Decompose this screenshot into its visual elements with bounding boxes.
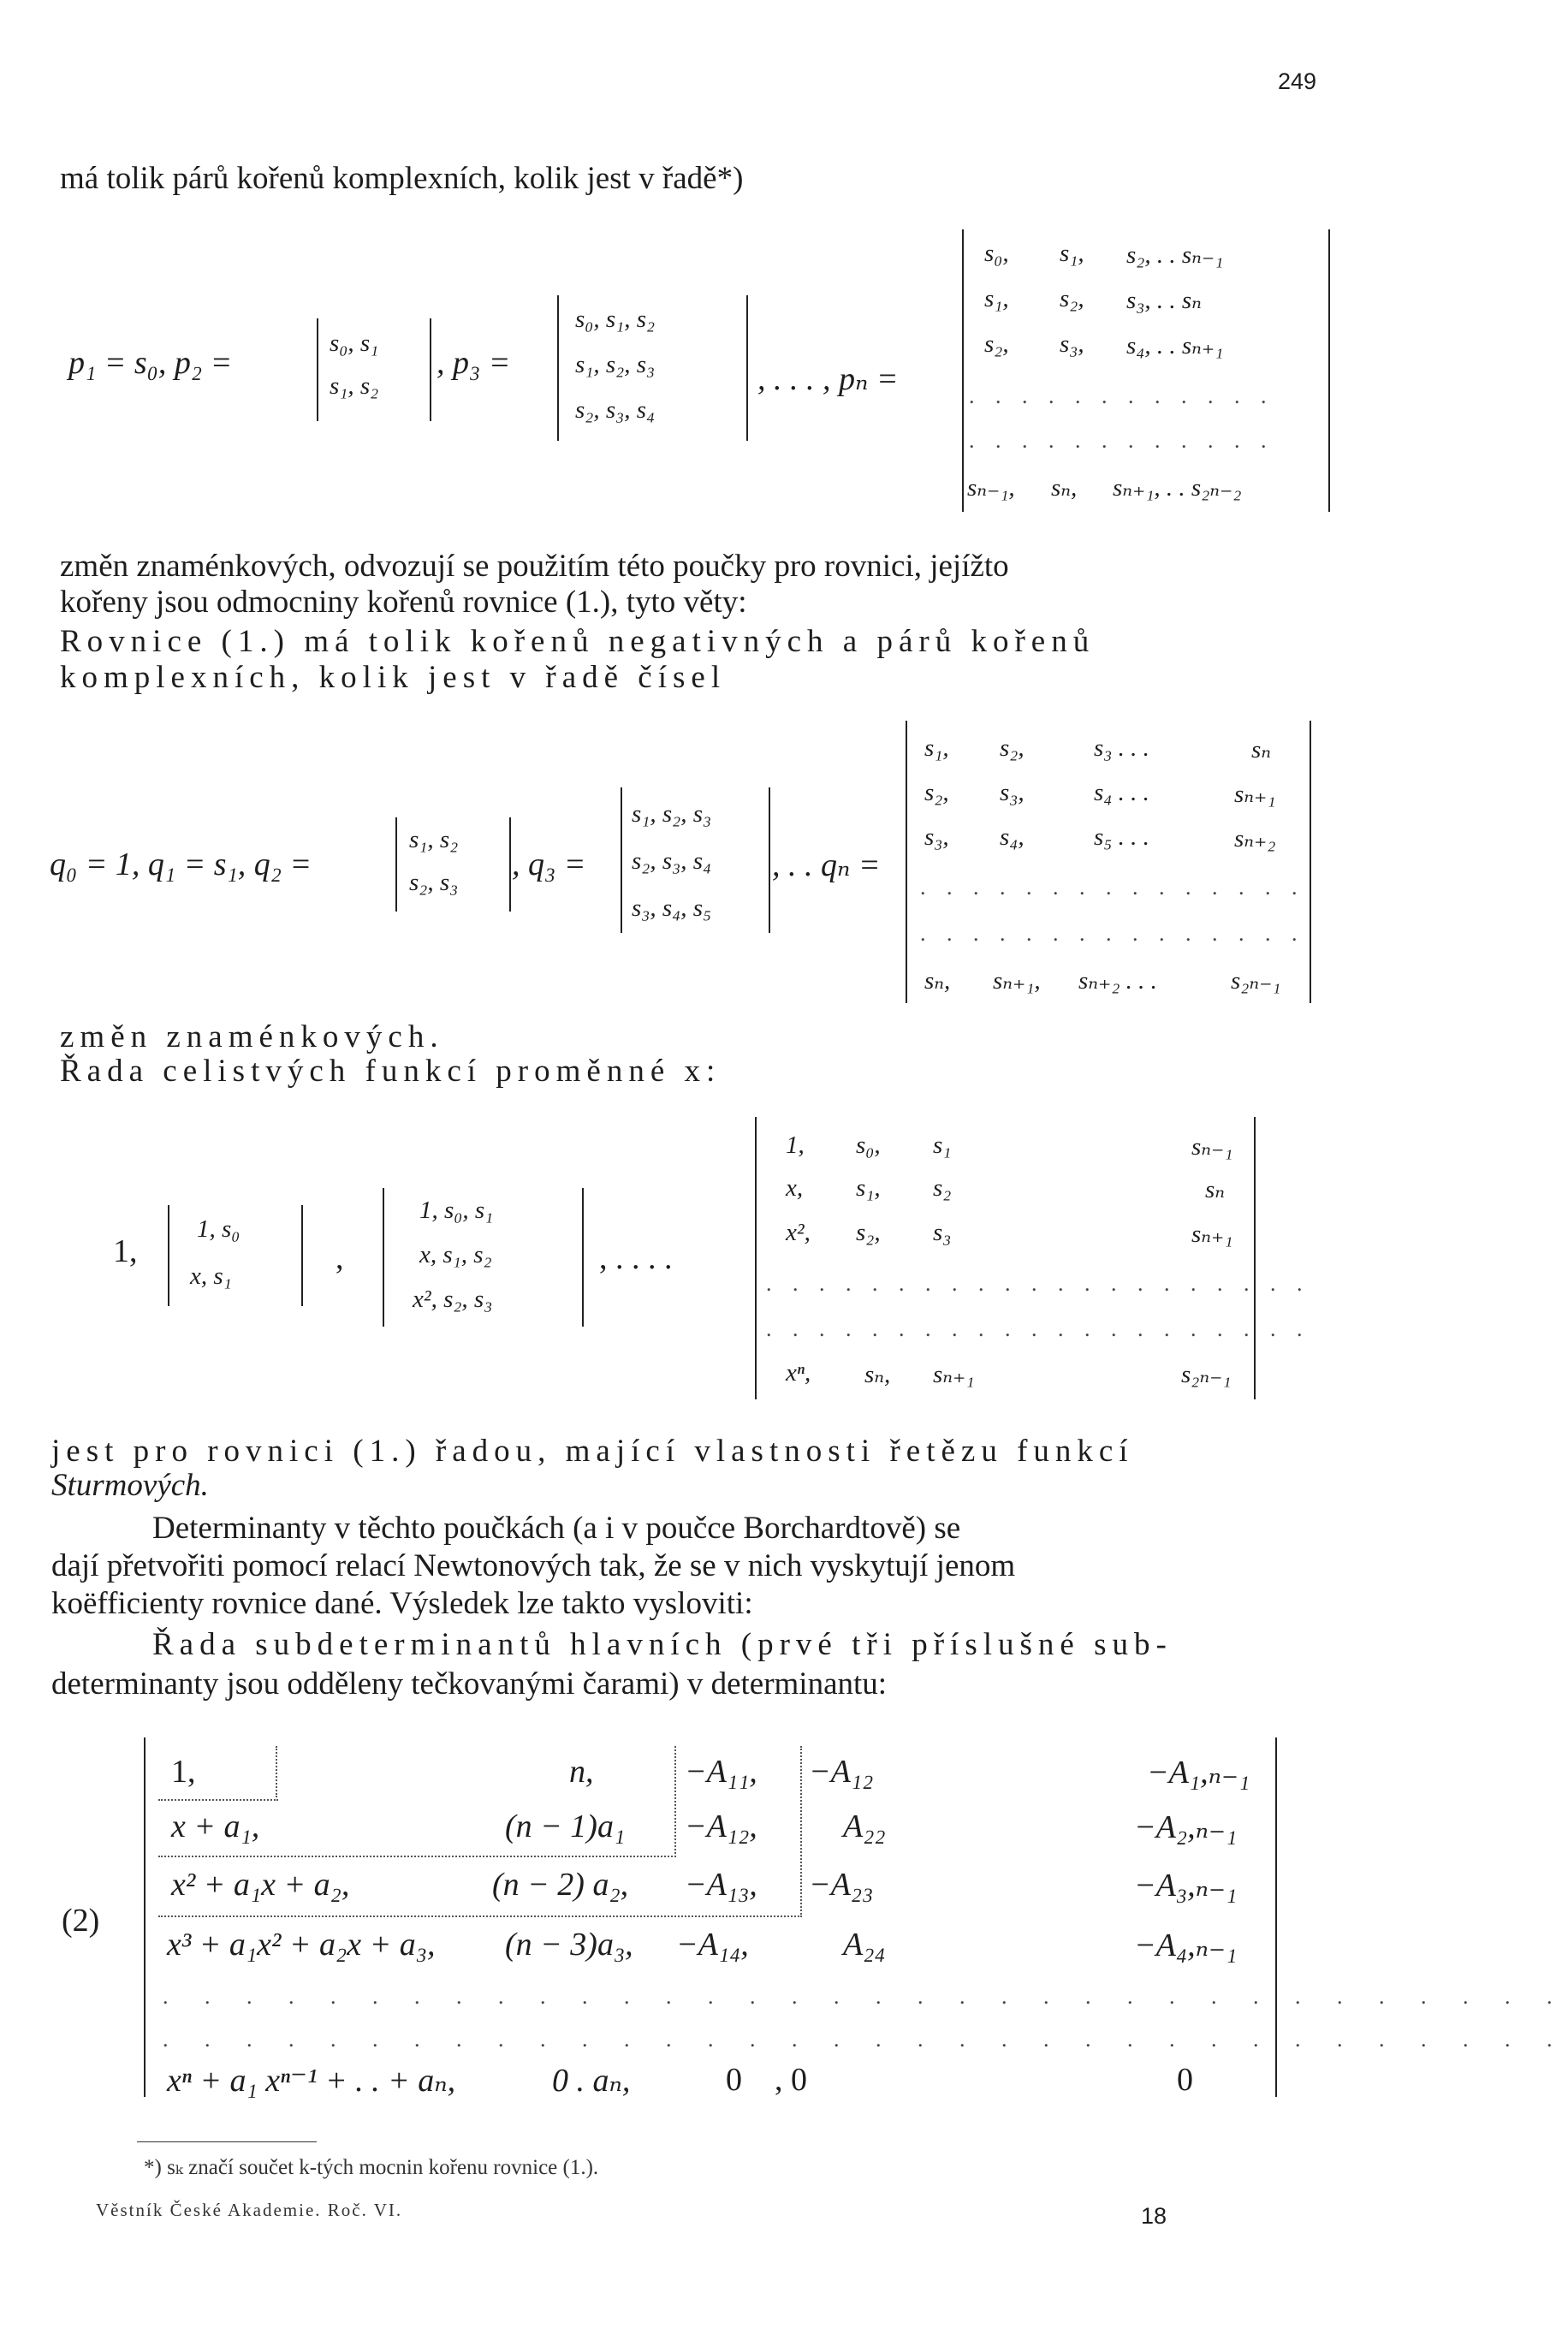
- paragraph-line: dají přetvořiti pomocí relací Newtonových tak, že se v nich vyskytují jenom: [51, 1548, 1016, 1583]
- matrix-cell: 1, s₀: [197, 1215, 241, 1243]
- matrix-cell: sₙ,: [1051, 474, 1078, 502]
- f-first: 1,: [113, 1233, 138, 1269]
- q-label: q₀ = 1, q₁ = s₁, q₂ =: [50, 846, 312, 882]
- matrix-cell: s₁,: [984, 285, 1009, 312]
- det-bar: [430, 318, 431, 421]
- matrix-cell: s₂,: [1060, 285, 1084, 312]
- page-number: 249: [1278, 68, 1317, 94]
- matrix-cell: s₂,: [924, 779, 949, 806]
- det-bar: [755, 1117, 757, 1399]
- matrix-dots: . . . . . . . . . . . . . . . . . . . . . . . . . . . . . . . . . .: [163, 1984, 1568, 2009]
- matrix-cell: s₀,: [856, 1131, 881, 1159]
- matrix-cell: sₙ₊₁,: [993, 967, 1041, 995]
- matrix-cell: s₄ . . .: [1094, 779, 1149, 806]
- det-bar: [582, 1188, 584, 1327]
- matrix-dots: . . . . . . . . . . . . . . .: [920, 875, 1305, 900]
- det-bar: [395, 817, 397, 912]
- subdet-separator: [800, 1746, 802, 1917]
- matrix-cell: −A₁₁,: [685, 1754, 757, 1790]
- matrix-cell: s₄, . . sₙ₊₁: [1126, 332, 1224, 359]
- det-bar: [746, 295, 748, 441]
- matrix-cell: , 0: [775, 2062, 807, 2098]
- paragraph-line: Determinanty v těchto poučkách (a i v poučce Borchardtově) se: [152, 1511, 961, 1546]
- matrix-dots: . . . . . . . . . . . . . . . . . . . . .: [766, 1316, 1310, 1341]
- matrix-cell: x²,: [786, 1219, 811, 1246]
- theorem-line: Rovnice (1.) má tolik kořenů negativných a párů kořenů: [60, 624, 1096, 659]
- matrix-cell: s₂, s₃: [409, 869, 459, 896]
- matrix-cell: x² + a₁x + a₂,: [171, 1867, 350, 1903]
- subdet-separator: [276, 1746, 277, 1797]
- matrix-cell: s₄,: [1000, 823, 1025, 851]
- matrix-cell: sₙ₋₁: [1191, 1133, 1233, 1161]
- subdet-separator: [158, 1856, 676, 1857]
- p1-p2-label: p₁ = s₀, p₂ =: [68, 345, 233, 381]
- matrix-cell: s₁, s₂: [330, 372, 379, 400]
- matrix-cell: sₙ,: [924, 967, 951, 995]
- matrix-cell: (n − 2) a₂,: [492, 1867, 629, 1903]
- matrix-cell: −A₁₄,: [676, 1927, 749, 1963]
- matrix-cell: −A₁,ₙ₋₁: [1147, 1755, 1250, 1791]
- det-bar: [317, 318, 318, 421]
- matrix-cell: s₁, s₂: [409, 826, 459, 853]
- matrix-cell: s₃,: [1000, 779, 1025, 806]
- matrix-cell: (n − 3)a₃,: [505, 1927, 633, 1963]
- f-sep: ,: [336, 1240, 344, 1276]
- f-sep: , . . . .: [599, 1240, 673, 1276]
- matrix-cell: (n − 1)a₁: [505, 1808, 626, 1844]
- footnote-rule: [137, 2141, 317, 2142]
- qn-label: , . . qₙ =: [772, 847, 881, 883]
- matrix-cell: s₂,: [856, 1219, 881, 1246]
- paragraph-line: změn znaménkových, odvozují se použitím této poučky pro rovnici, jejížto: [60, 549, 1009, 584]
- paragraph-line: kořeny jsou odmocniny kořenů rovnice (1.), tyto věty:: [60, 585, 747, 620]
- matrix-cell: s₁,: [1060, 240, 1084, 267]
- matrix-dots: . . . . . . . . . . . .: [969, 428, 1274, 453]
- matrix-cell: s₁, s₂, s₃: [632, 800, 712, 828]
- matrix-cell: s₂, . . sₙ₋₁: [1126, 241, 1224, 269]
- matrix-cell: s₃ . . .: [1094, 734, 1149, 762]
- det-bar: [621, 787, 622, 933]
- subdet-separator: [158, 1799, 278, 1801]
- matrix-cell: A₂₂: [843, 1808, 886, 1844]
- equation-label: (2): [62, 1903, 100, 1939]
- det-bar: [383, 1188, 384, 1327]
- matrix-cell: sₙ₊₂ . . .: [1078, 967, 1157, 995]
- matrix-dots: . . . . . . . . . . . . . . .: [920, 921, 1305, 946]
- det-bar: [1254, 1117, 1256, 1399]
- matrix-cell: x,: [786, 1174, 804, 1202]
- matrix-cell: sₙ₊₁, . . s₂ₙ₋₂: [1113, 474, 1242, 502]
- matrix-cell: −A₄,ₙ₋₁: [1134, 1927, 1238, 1963]
- matrix-cell: sₙ: [1251, 736, 1272, 763]
- det-bar: [144, 1737, 146, 2097]
- matrix-cell: s₂ₙ₋₁: [1181, 1361, 1232, 1388]
- matrix-cell: s₀, s₁, s₂: [575, 306, 656, 333]
- matrix-cell: 1,: [171, 1754, 196, 1790]
- matrix-cell: −A₁₃,: [685, 1867, 757, 1903]
- series-line: Řada celistvých funkcí proměnné x:: [60, 1054, 722, 1089]
- det-bar: [1328, 229, 1330, 512]
- det-bar: [906, 721, 907, 1003]
- det-bar: [168, 1205, 169, 1306]
- changes-line: změn znaménkových.: [60, 1019, 444, 1054]
- matrix-dots: . . . . . . . . . . . .: [969, 383, 1274, 408]
- q3-label: , q₃ =: [512, 846, 586, 882]
- det-bar: [769, 787, 770, 933]
- matrix-cell: sₙ₊₁: [1234, 781, 1276, 808]
- paragraph-line: koëfficienty rovnice dané. Výsledek lze takto vysloviti:: [51, 1586, 753, 1621]
- matrix-cell: s₂,: [1000, 734, 1025, 762]
- matrix-cell: s₁: [933, 1131, 952, 1159]
- matrix-cell: s₃: [933, 1219, 952, 1246]
- footer-signature: 18: [1141, 2203, 1167, 2229]
- matrix-cell: n,: [569, 1754, 594, 1790]
- matrix-cell: s₂,: [984, 330, 1009, 358]
- p3-label: , p₃ =: [437, 345, 511, 381]
- det-bar: [557, 295, 559, 441]
- matrix-cell: s₂, s₃, s₄: [575, 396, 656, 424]
- matrix-cell: s₁, s₂, s₃: [575, 351, 656, 378]
- matrix-cell: 1, s₀, s₁: [419, 1197, 494, 1224]
- matrix-cell: sₙ₊₁: [933, 1361, 975, 1388]
- paragraph-line: jest pro rovnici (1.) řadou, mající vlastnosti řetězu funkcí: [51, 1434, 1134, 1469]
- matrix-cell: −A₂,ₙ₋₁: [1134, 1809, 1238, 1845]
- matrix-cell: x³ + a₁x² + a₂x + a₃,: [167, 1927, 436, 1963]
- matrix-cell: 0: [726, 2062, 742, 2098]
- matrix-cell: x, s₁, s₂: [419, 1241, 492, 1268]
- det-bar: [509, 817, 511, 912]
- matrix-cell: s₂ₙ₋₁: [1231, 967, 1281, 995]
- matrix-cell: −A₂₃: [809, 1867, 874, 1903]
- theorem-line: komplexních, kolik jest v řadě čísel: [60, 660, 727, 695]
- footer-journal: Věstník České Akademie. Roč. VI.: [96, 2200, 403, 2220]
- matrix-cell: sₙ,: [864, 1361, 891, 1388]
- matrix-cell: s₂: [933, 1174, 952, 1202]
- matrix-cell: xⁿ,: [786, 1359, 811, 1387]
- matrix-cell: s₃,: [924, 823, 949, 851]
- matrix-cell: 0: [1177, 2062, 1193, 2098]
- matrix-cell: 1,: [786, 1131, 805, 1159]
- paragraph-line: Sturmových.: [51, 1468, 209, 1503]
- matrix-cell: −A₁₂: [809, 1754, 874, 1790]
- matrix-cell: x, s₁: [190, 1262, 232, 1290]
- matrix-cell: s₀, s₁: [330, 330, 379, 357]
- matrix-cell: sₙ₊₂: [1234, 825, 1276, 852]
- matrix-cell: −A₁₂,: [685, 1808, 757, 1844]
- intro-line: má tolik párů kořenů komplexních, kolik jest v řadě*): [60, 161, 744, 196]
- matrix-cell: x + a₁,: [171, 1808, 260, 1844]
- paragraph-line: determinanty jsou odděleny tečkovanými čarami) v determinantu:: [51, 1666, 888, 1702]
- matrix-cell: s₃, s₄, s₅: [632, 894, 712, 922]
- matrix-cell: s₀,: [984, 240, 1009, 267]
- matrix-cell: s₃, . . sₙ: [1126, 287, 1202, 314]
- det-bar: [1310, 721, 1311, 1003]
- matrix-cell: s₁,: [924, 734, 949, 762]
- matrix-cell: s₃,: [1060, 330, 1084, 358]
- matrix-cell: s₁,: [856, 1174, 881, 1202]
- subdet-separator: [158, 1915, 802, 1917]
- pn-label: , . . . , pₙ =: [757, 361, 899, 397]
- paragraph-line: Řada subdeterminantů hlavních (prvé tři příslušné sub-: [152, 1627, 1173, 1662]
- matrix-cell: sₙ: [1205, 1176, 1226, 1203]
- matrix-cell: s₂, s₃, s₄: [632, 847, 712, 875]
- matrix-cell: x², s₂, s₃: [413, 1286, 493, 1313]
- matrix-cell: −A₃,ₙ₋₁: [1134, 1868, 1238, 1904]
- matrix-dots: . . . . . . . . . . . . . . . . . . . . . . . . . . . . . . . . . .: [163, 2027, 1568, 2052]
- subdet-separator: [674, 1746, 676, 1857]
- matrix-cell: xⁿ + a₁ xⁿ⁻¹ + . . + aₙ,: [167, 2063, 456, 2099]
- det-bar: [962, 229, 964, 512]
- det-bar: [301, 1205, 303, 1306]
- matrix-cell: sₙ₋₁,: [967, 474, 1015, 502]
- matrix-cell: 0 . aₙ,: [552, 2063, 631, 2099]
- footnote: *) sₖ značí součet k-tých mocnin kořenu rovnice (1.).: [144, 2156, 599, 2179]
- matrix-cell: sₙ₊₁: [1191, 1221, 1233, 1248]
- matrix-cell: A₂₄: [843, 1927, 886, 1963]
- matrix-cell: s₅ . . .: [1094, 823, 1149, 851]
- matrix-dots: . . . . . . . . . . . . . . . . . . . . .: [766, 1271, 1310, 1296]
